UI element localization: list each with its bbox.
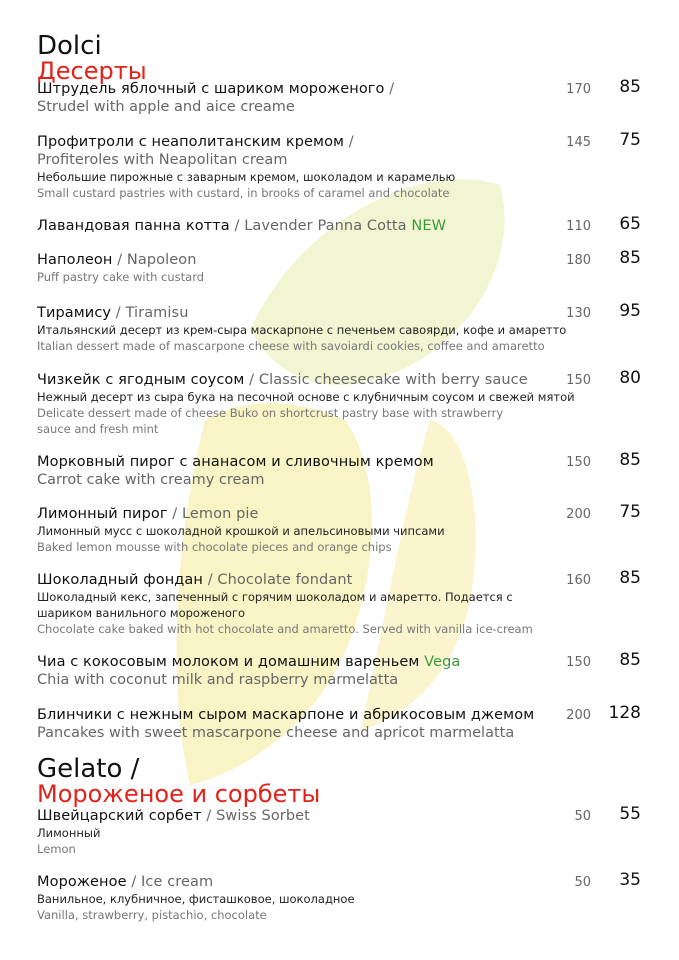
menu-item-tiramisu (37, 301, 641, 354)
item-description-english: Small custard pastries with custard, in brooks of caramel and chocolate (37, 186, 450, 200)
item-price: 128 (608, 703, 641, 723)
item-name: Блинчики с нежным сыром маскарпоне и абрикосовым джемом (37, 707, 535, 723)
item-weight: 110 (566, 219, 591, 234)
menu-item-cheesecake (37, 368, 641, 437)
item-description-russian: Шоколадный кекс, запеченный с горячим шоколадом и амаретто. Подается с шариком ванильного мороженого (37, 590, 513, 620)
item-weight: 200 (566, 708, 591, 723)
section-title-dolci (37, 33, 147, 83)
item-name: Чиа с кокосовым молоком и домашним вареньем Vega (37, 654, 461, 670)
menu-item-panna-cotta (37, 214, 641, 235)
item-name: Швейцарский сорбет / Swiss Sorbet (37, 808, 310, 824)
menu-item-profiteroles (37, 130, 641, 201)
item-price: 85 (619, 650, 641, 670)
item-name: Наполеон / Napoleon (37, 252, 197, 268)
menu-item-chocolate-fondant (37, 568, 641, 637)
menu-item-pancakes (37, 703, 641, 742)
section-title-russian: Мороженое и сорбеты (37, 780, 321, 808)
item-weight: 50 (574, 875, 591, 890)
item-name: Тирамису / Tiramisu (37, 305, 189, 321)
item-weight: 160 (566, 573, 591, 588)
vega-badge: Vega (424, 654, 461, 670)
section-title-italian: Dolci (37, 31, 102, 61)
item-name: Шоколадный фондан / Chocolate fondant (37, 572, 353, 588)
menu-item-napoleon (37, 248, 641, 285)
item-weight: 130 (566, 306, 591, 321)
item-weight: 170 (566, 82, 591, 97)
item-price: 85 (619, 450, 641, 470)
menu-item-swiss-sorbet (37, 804, 641, 857)
item-price: 85 (619, 568, 641, 588)
item-description-english: Vanilla, strawberry, pistachio, chocolate (37, 908, 267, 922)
item-price: 75 (619, 130, 641, 150)
menu-item-ice-cream (37, 870, 641, 923)
item-price: 55 (619, 804, 641, 824)
item-name: Штрудель яблочный с шариком мороженого / (37, 81, 395, 97)
item-name-english: Profiteroles with Neapolitan cream (37, 152, 288, 168)
item-name: Лимонный пирог / Lemon pie (37, 506, 259, 522)
menu-item-strudel (37, 77, 641, 116)
item-description-russian: Лимонный мусс с шоколадной крошкой и апельсиновыми чипсами (37, 524, 445, 538)
menu-item-chia (37, 650, 641, 689)
item-price: 85 (619, 248, 641, 268)
item-description-russian: Лимонный (37, 826, 101, 840)
item-description-english: Italian dessert made of mascarpone cheese with savoiardi cookies, coffee and amaretto (37, 339, 545, 353)
item-name: Чизкейк с ягодным соусом / Classic cheesecake with berry sauce (37, 372, 528, 388)
menu-item-lemon-pie (37, 502, 641, 555)
item-name-english: Carrot cake with creamy cream (37, 472, 265, 488)
item-description-russian: Итальянский десерт из крем-сыра маскарпоне с печеньем савоярди, кофе и амаретто (37, 323, 567, 337)
item-price: 80 (619, 368, 641, 388)
item-description-english: Delicate dessert made of cheese Buko on shortcrust pastry base with strawberry sauce and fresh mint (37, 406, 504, 436)
item-description-english: Puff pastry cake with custard (37, 270, 205, 284)
item-weight: 150 (566, 373, 591, 388)
item-name: Профитроли с неаполитанским кремом / (37, 134, 354, 150)
section-title-russian: Десерты (37, 57, 147, 85)
new-badge: NEW (411, 218, 447, 234)
item-weight: 150 (566, 455, 591, 470)
item-weight: 180 (566, 253, 591, 268)
item-name: Морковный пирог с ананасом и сливочным кремом (37, 454, 434, 470)
section-title-italian: Gelato / (37, 754, 140, 784)
item-name: Лавандовая панна котта / Lavender Panna Cotta NEW (37, 218, 447, 234)
item-name: Мороженое / Ice cream (37, 874, 214, 890)
item-price: 65 (619, 214, 641, 234)
item-name-english: Pancakes with sweet mascarpone cheese and apricot marmelatta (37, 725, 515, 741)
item-description-russian: Нежный десерт из сыра бука на песочной основе с клубничным соусом и свежей мятой (37, 390, 575, 404)
item-price: 75 (619, 502, 641, 522)
section-title-gelato (37, 756, 320, 806)
item-weight: 50 (574, 809, 591, 824)
item-description-english: Baked lemon mousse with chocolate pieces and orange chips (37, 540, 392, 554)
item-name-english: Chia with coconut milk and raspberry marmelatta (37, 672, 399, 688)
item-price: 95 (619, 301, 641, 321)
item-weight: 200 (566, 507, 591, 522)
item-description-english: Lemon (37, 842, 76, 856)
item-name-english: Strudel with apple and aice creame (37, 99, 295, 115)
item-description-english: Chocolate cake baked with hot chocolate and amaretto. Served with vanilla ice-cream (37, 622, 533, 636)
item-description-russian: Ванильное, клубничное, фисташковое, шоколадное (37, 892, 355, 906)
menu-item-carrot-cake (37, 450, 641, 489)
item-price: 85 (619, 77, 641, 97)
item-weight: 145 (566, 135, 591, 150)
item-weight: 150 (566, 655, 591, 670)
item-price: 35 (619, 870, 641, 890)
item-description-russian: Небольшие пирожные с заварным кремом, шоколадом и карамелью (37, 170, 456, 184)
